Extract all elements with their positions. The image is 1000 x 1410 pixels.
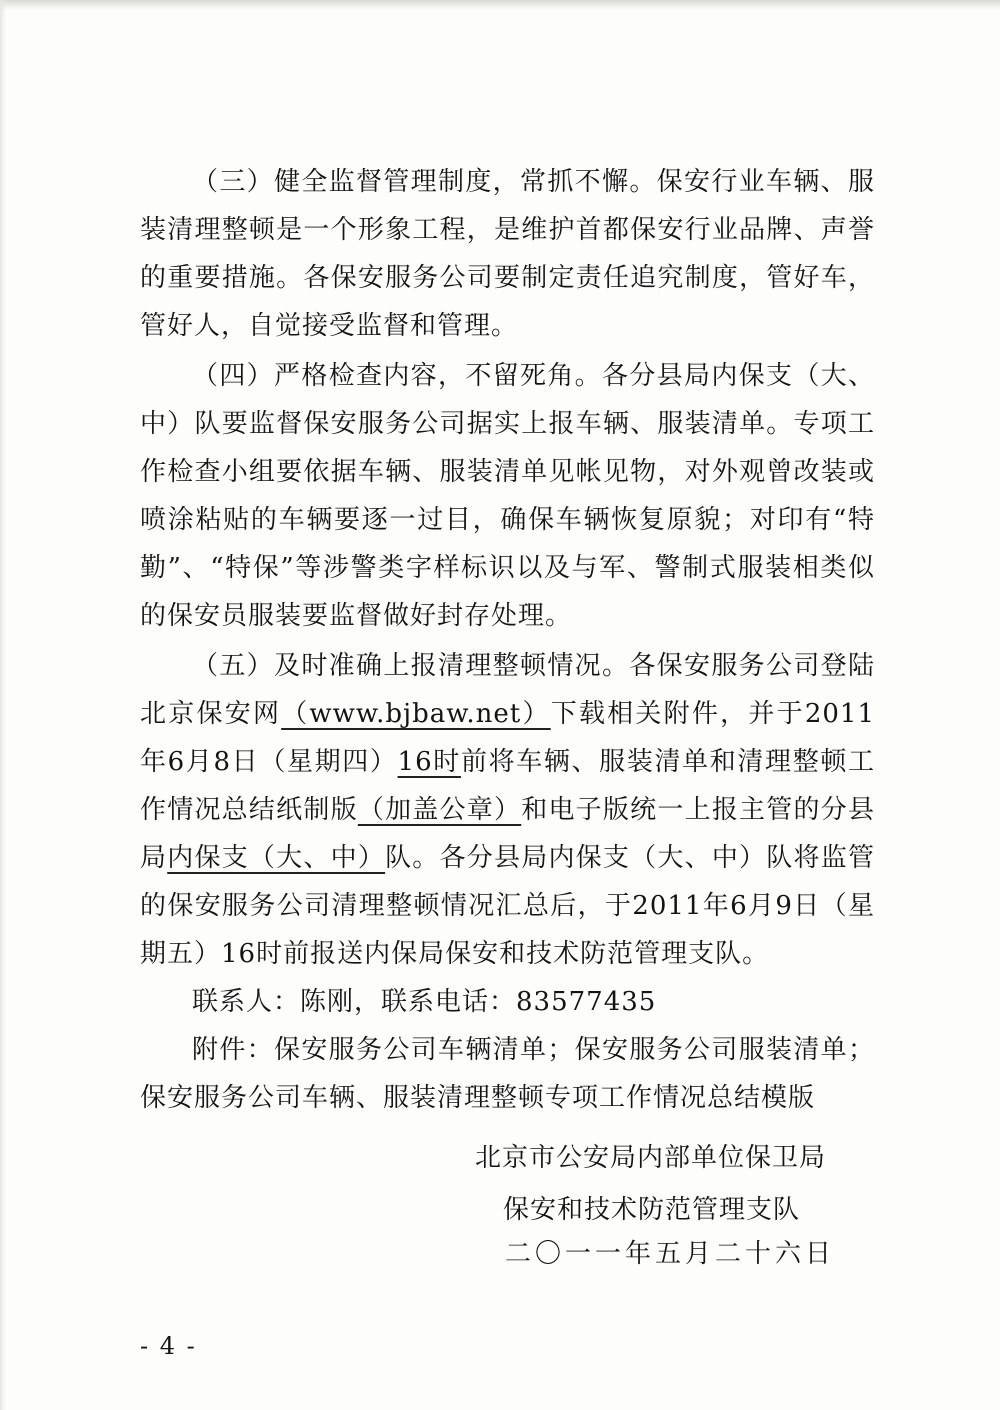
website-underlined: （www.bjbaw.net） (281, 699, 551, 729)
section-5-text-1: （五）及时准确上报清理整顿情况。各保安服务公司登陆北京保安网 (140, 651, 875, 729)
security-team-underlined: 内保支（大、中） (167, 843, 386, 873)
attachment-list: 附件：保安服务公司车辆清单；保安服务公司服装清单；保安服务公司车辆、服装清理整顿专项工作情况总结模版 (140, 1035, 875, 1113)
deadline-hour-underlined: 16时 (397, 747, 461, 777)
signature-date: 二〇一一年五月二十六日 (505, 1239, 836, 1269)
paragraph-section-4: （四）严格检查内容，不留死角。各分县局内保支（大、中）队要监督保安服务公司据实上报车辆、服装清单。专项工作检查小组要依据车辆、服装清单见帐见物，对外观曾改装或喷涂粘贴的车辆要逐一过目，确保车辆恢复原貌；对印有“特勤”、“特保”等涉警类字样标识以及与军、警制式服装相类似的保安员服装要监督做好封存处理。 (140, 361, 875, 631)
section-5-text-3: 前将车辆、服装清单和清理整顿工作情况总结纸制版 (140, 747, 875, 825)
section-5-text-2: 下载相关附件，并于2011年6月8日（星期四） (140, 699, 875, 777)
section-5-text-5: 队。各分县局内保支（大、中）队将监管的保安服务公司清理整顿情况汇总后，于2011年6月9日（星期五）16时前报送内保局保安和技术防范管理支队。 (140, 843, 875, 969)
document-body (140, 158, 875, 1122)
official-seal-underlined: （加盖公章） (357, 795, 522, 825)
scan-shadow-left (0, 0, 6, 1410)
scan-shadow-top (0, 0, 1000, 10)
signature-org-2: 保安和技术防范管理支队 (503, 1195, 801, 1225)
signature-org-1: 北京市公安局内部单位保卫局 (475, 1143, 827, 1173)
paragraph-section-3: （三）健全监督管理制度，常抓不懈。保安行业车辆、服装清理整顿是一个形象工程，是维护首都保安行业品牌、声誉的重要措施。各保安服务公司要制定责任追究制度，管好车，管好人，自觉接受监督和管理。 (140, 167, 875, 341)
contact-line: 联系人：陈刚，联系电话：83577435 (192, 987, 657, 1017)
paragraph-section-5 (140, 642, 875, 978)
section-5-text-4: 和电子版统一上报主管的分县局 (140, 795, 875, 873)
page-number: - 4 - (140, 1332, 197, 1360)
